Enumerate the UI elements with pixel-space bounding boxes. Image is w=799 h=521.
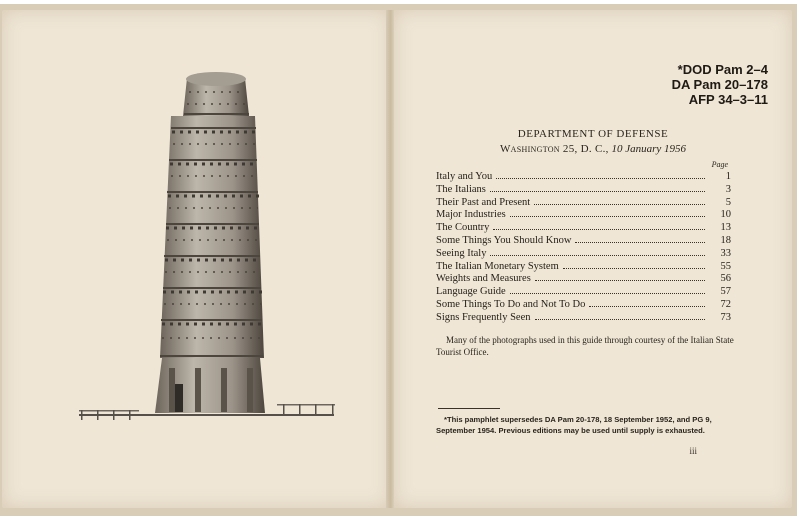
toc-entry[interactable] <box>436 196 731 209</box>
pamphlet-identifiers <box>672 62 768 107</box>
toc-page: 13 <box>720 222 731 234</box>
page-number: iii <box>689 446 697 456</box>
issue-date: 10 January 1956 <box>611 143 687 155</box>
toc-page: 55 <box>720 260 731 272</box>
toc-entry[interactable] <box>436 170 731 183</box>
issue-location: Washington 25, D. C., <box>499 143 609 155</box>
toc-entry[interactable] <box>436 234 731 247</box>
toc-title: The Country <box>436 222 490 234</box>
toc-title: Major Industries <box>436 209 506 221</box>
toc-leader <box>575 234 705 243</box>
toc-title: Some Things To Do and Not To Do <box>436 298 586 310</box>
toc-title: The Italians <box>436 183 486 195</box>
toc-title: Signs Frequently Seen <box>436 311 531 323</box>
issue-date-line <box>394 143 792 155</box>
page-column-header: Page <box>711 160 728 169</box>
toc-page: 72 <box>720 298 731 310</box>
toc-title: Weights and Measures <box>436 273 531 285</box>
toc-leader <box>534 196 705 205</box>
toc-entry[interactable] <box>436 221 731 234</box>
toc-entry[interactable] <box>436 247 731 260</box>
toc-leader <box>493 221 705 230</box>
toc-leader <box>510 285 705 294</box>
toc-title: Their Past and Present <box>436 196 531 208</box>
toc-page: 57 <box>720 286 731 298</box>
toc-leader <box>510 208 705 217</box>
toc-page: 33 <box>720 247 731 259</box>
toc-title: Italy and You <box>436 171 493 182</box>
toc-entry[interactable] <box>436 208 731 221</box>
toc-leader <box>563 260 705 269</box>
toc-title: Language Guide <box>436 286 506 298</box>
toc-leader <box>589 298 705 307</box>
booklet-spread <box>0 4 797 516</box>
toc-leader <box>490 247 705 256</box>
footnote-divider <box>438 408 500 409</box>
toc-entry[interactable] <box>436 272 731 285</box>
toc-page: 10 <box>720 209 731 221</box>
pamphlet-id-da: DA Pam 20–178 <box>671 77 768 92</box>
toc-title: Seeing Italy <box>436 247 487 259</box>
toc-entry[interactable] <box>436 260 731 273</box>
toc-page: 5 <box>725 196 731 208</box>
toc-page: 73 <box>720 311 731 323</box>
photo-credit-note: Many of the photographs used in this guide through courtesy of the Italian State Tourist Office. <box>436 335 734 357</box>
toc-leader <box>535 272 705 281</box>
supersedes-footnote: *This pamphlet supersedes DA Pam 20-178, 18 September 1952, and PG 9, September 1954. Previous editions may be used until supply is exhausted. <box>436 415 712 435</box>
department-heading: DEPARTMENT OF DEFENSE <box>517 128 669 140</box>
toc-page: 18 <box>720 234 731 246</box>
table-of-contents <box>436 170 731 324</box>
toc-entry[interactable] <box>436 298 731 311</box>
toc-leader <box>490 183 705 192</box>
pamphlet-id-dod: *DOD Pam 2–4 <box>677 62 768 77</box>
toc-title: Some Things You Should Know <box>436 234 572 246</box>
left-page <box>2 10 390 508</box>
toc-entry[interactable] <box>436 183 731 196</box>
toc-title: The Italian Monetary System <box>436 260 559 272</box>
toc-entry[interactable] <box>436 311 731 324</box>
toc-page: 56 <box>720 273 731 285</box>
leaning-tower-illustration <box>77 68 342 433</box>
toc-entry[interactable] <box>436 285 731 298</box>
toc-page: 1 <box>725 171 731 182</box>
toc-leader <box>535 311 706 320</box>
toc-page: 3 <box>725 183 731 195</box>
pamphlet-id-afp: AFP 34–3–11 <box>688 92 768 107</box>
toc-leader <box>496 170 705 179</box>
right-page <box>394 10 792 508</box>
